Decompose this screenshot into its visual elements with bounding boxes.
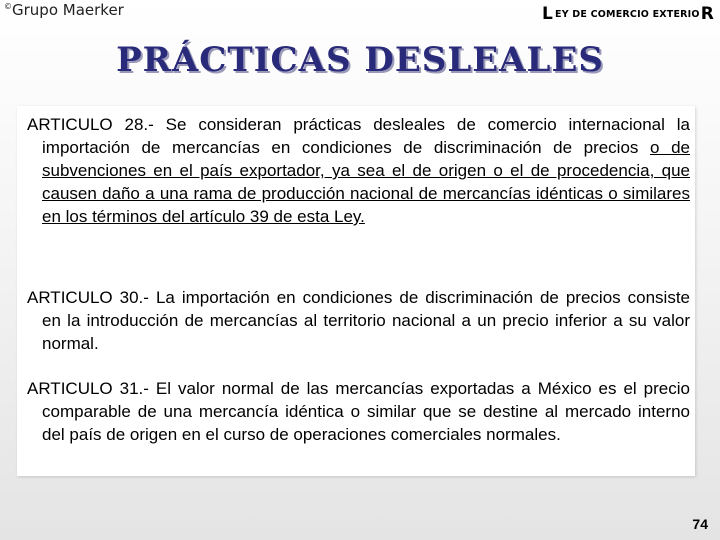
article-28-label: ARTICULO 28.- xyxy=(27,115,154,134)
article-30-text: La importación en condiciones de discriminación de precios consiste en la introducción de mercancías al territorio nacional a un precio inferior a su valor normal. xyxy=(42,288,690,353)
law-badge-first-letter: L xyxy=(541,4,554,24)
article-28 xyxy=(27,113,690,228)
law-badge-last-letter: R xyxy=(700,4,714,24)
article-30 xyxy=(27,286,690,355)
article-30-label: ARTICULO 30.- xyxy=(27,288,149,307)
law-badge-middle: EY DE COMERCIO EXTERIO xyxy=(555,8,700,20)
page-title: PRÁCTICAS DESLEALES xyxy=(116,40,604,80)
law-badge xyxy=(542,3,714,25)
article-31-label: ARTICULO 31.- xyxy=(27,379,149,398)
article-28-text: Se consideran prácticas desleales de comercio internacional la importación de mercancías en condiciones de discriminación de precios xyxy=(42,115,690,157)
brand-text: Grupo Maerker xyxy=(12,1,124,19)
brand-name xyxy=(4,1,124,19)
content-panel xyxy=(17,106,695,476)
article-31 xyxy=(27,377,690,446)
page-number: 74 xyxy=(692,516,708,532)
article-28-underlined-text: o de subvenciones en el país exportador, ya sea el de origen o el de procedencia, que causen daño a una rama de producción nacional de mercancías idénticas o similares en los términos del artículo 39 de esta Ley. xyxy=(42,138,690,226)
article-31-text: El valor normal de las mercancías exportadas a México es el precio comparable de una mercancía idéntica o similar que se destine al mercado interno del país de origen en el curso de operaciones comerciales normales. xyxy=(42,379,690,444)
copyright-mark: © xyxy=(4,2,12,11)
